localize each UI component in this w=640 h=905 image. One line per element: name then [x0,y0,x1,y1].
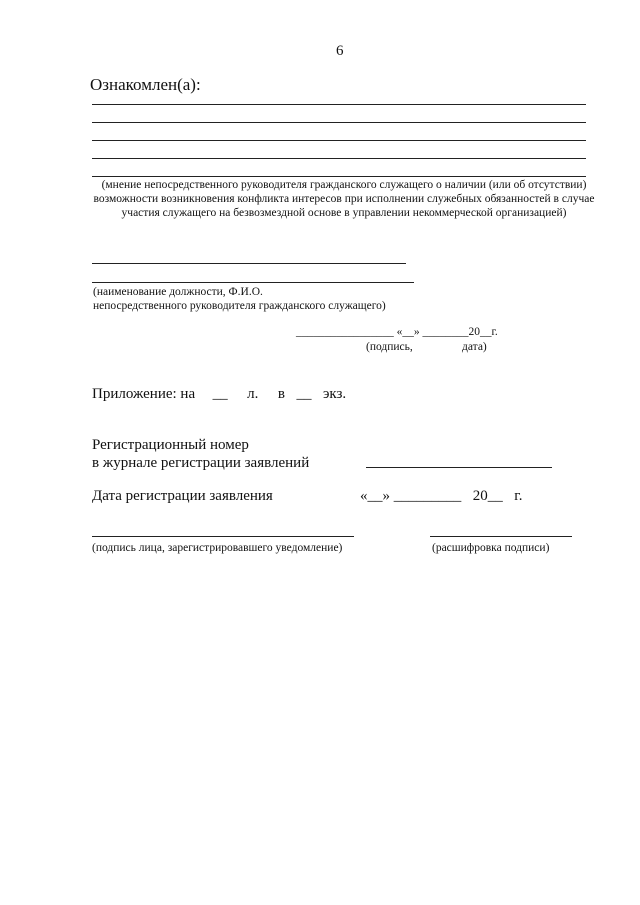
opinion-line-5 [92,176,586,177]
supervisor-signature-date-field: _________________ «__» ________20__г. [296,326,498,338]
attachment-copies-unit: экз. [322,386,347,402]
registration-number-label-line-2: в журнале регистрации заявлений [92,455,310,471]
attachment-in: в [277,386,285,402]
supervisor-caption-line-1: (наименование должности, Ф.И.О. [93,286,263,298]
attachment-label: Приложение: на [92,386,196,402]
registration-month-blank: _________ [393,488,462,504]
page-number: 6 [336,43,344,59]
registration-date-label: Дата регистрации заявления [92,488,273,504]
supervisor-name-line-2 [92,282,414,283]
registration-number-label-line-1: Регистрационный номер [92,437,249,453]
registration-year-suffix: г. [514,488,523,504]
attachment-line [92,385,346,403]
opinion-line-3 [92,140,586,141]
attachment-sheets-unit: л. [247,386,259,402]
opinion-line-2 [92,122,586,123]
date-caption: дата) [462,341,487,353]
decoding-signature-line [430,536,572,537]
attachment-sheets-blank: __ [212,386,228,402]
decoding-signature-caption: (расшифровка подписи) [432,542,550,554]
opinion-caption: (мнение непосредственного руководителя гражданского служащего о наличии (или об отсутствии) возможности возникновения конфликта интересов при исполнении служебных обязанностей в случае участия служащего на безвозмездной основе в управлении некоммерческой организацией) [93,179,595,219]
attachment-copies-blank: __ [296,386,312,402]
supervisor-name-line-1 [92,263,406,264]
registration-number-line [366,467,552,468]
opinion-line-1 [92,104,586,105]
opinion-line-4 [92,158,586,159]
signature-caption: (подпись, [366,341,413,353]
acknowledged-title: Ознакомлен(а): [90,75,201,94]
registration-day: «__» [360,488,390,504]
registration-year: 20__ [472,488,503,504]
registrar-signature-caption: (подпись лица, зарегистрировавшего уведомление) [92,542,343,554]
registration-date-field [360,487,522,505]
supervisor-caption-line-2: непосредственного руководителя гражданского служащего) [93,300,386,312]
registrar-signature-line [92,536,354,537]
